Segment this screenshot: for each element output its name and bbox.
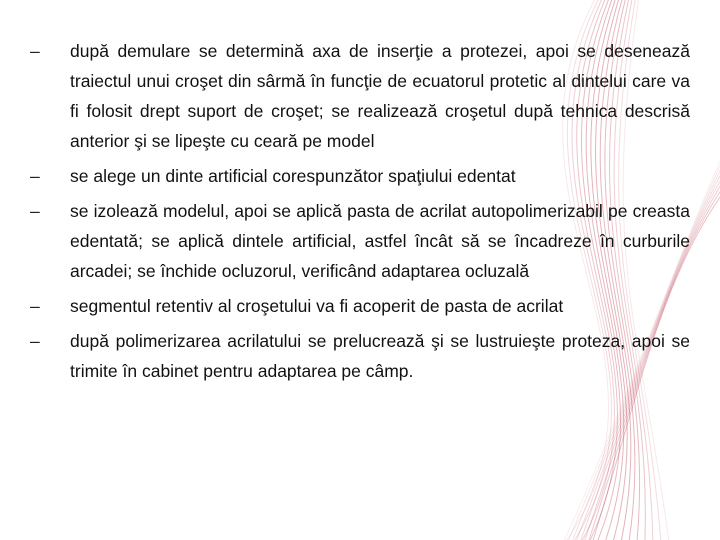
slide-body — [30, 36, 690, 391]
list-item — [30, 196, 690, 286]
list-item-text: se alege un dinte artificial corespunzător spaţiului edentat — [70, 166, 516, 186]
bullet-dash: – — [30, 296, 40, 316]
bullet-dash: – — [30, 331, 40, 351]
bullet-dash: – — [30, 166, 40, 186]
list-item-text: segmentul retentiv al croşetului va fi acoperit de pasta de acrilat — [70, 296, 564, 316]
bullet-dash: – — [30, 41, 40, 61]
list-item-text: se izolează modelul, apoi se aplică pasta de acrilat autopolimerizabil pe creasta edentată; se aplică dintele artificial, astfel încât să se încadreze în curburile arcadei; se închide ocluzorul, verificând adaptarea ocluzală — [70, 201, 690, 281]
bullet-dash: – — [30, 201, 40, 221]
bullet-list — [30, 36, 690, 386]
list-item — [30, 326, 690, 386]
list-item — [30, 36, 690, 156]
list-item-text: după polimerizarea acrilatului se prelucrează şi se lustruieşte proteza, apoi se trimite în cabinet pentru adaptarea pe câmp. — [70, 331, 690, 381]
list-item-text: după demulare se determină axa de inserţie a protezei, apoi se desenează traiectul unui croşet din sârmă în funcţie de ecuatorul protetic al dintelui care va fi folosit drept suport de croşet; se realizează croşetul după tehnica descrisă anterior şi se lipeşte cu ceară pe model — [70, 41, 690, 151]
list-item — [30, 161, 690, 191]
list-item — [30, 291, 690, 321]
